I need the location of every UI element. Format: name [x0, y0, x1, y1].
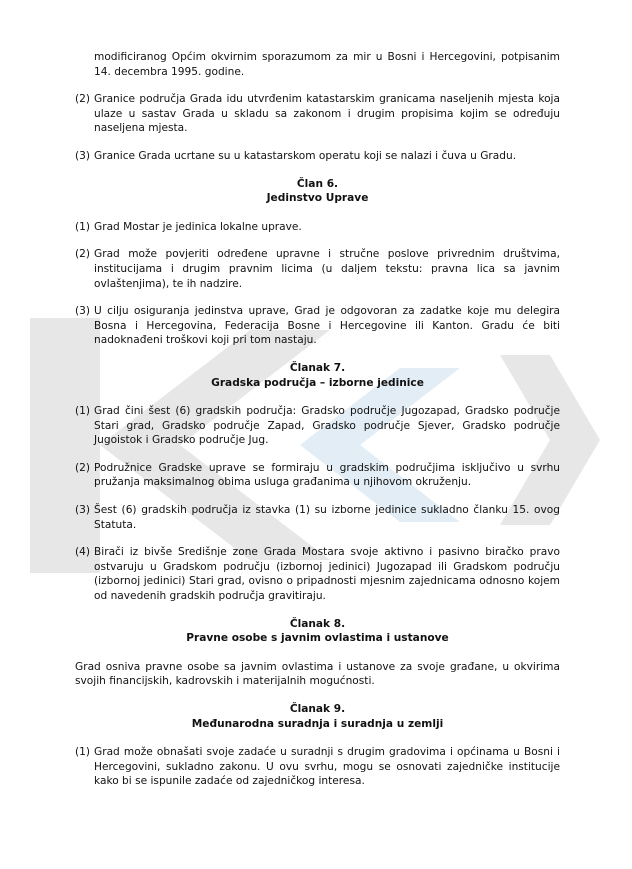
article9-paragraph-1: [75, 745, 560, 789]
article-title: Gradska područja – izborne jedinice: [211, 376, 424, 389]
paragraph-text: Grad može povjeriti određene upravne i stručne poslove privrednim društvima, institucijama i drugim pravnim licima (u daljem tekstu: pravna lica sa javnim ovlaštenjima), te ih nadzire.: [94, 248, 560, 290]
article5-paragraph-3: [75, 149, 560, 164]
paragraph-number: (3): [75, 504, 91, 517]
paragraph-text: Grad čini šest (6) gradskih područja: Gradsko područje Jugozapad, Gradsko područje Stari grad, Gradsko područje Zapad, Gradsko područje Sjever, Gradsko područje Jugoistok i Gradsko područje Jug.: [94, 405, 560, 447]
article-title: Međunarodna suradnja i suradnja u zemlji: [191, 717, 444, 730]
article-number: Članak 9.: [289, 703, 346, 715]
article8-text: Grad osniva pravne osobe sa javnim ovlastima i ustanove za svoje građane, u okvirima svojih financijskih, kadrovskih i materijalnih mogućnosti.: [75, 660, 560, 688]
article-number: Članak 8.: [289, 617, 346, 630]
paragraph-number: (3): [75, 149, 91, 162]
paragraph-number: (2): [75, 93, 91, 106]
article9-heading: [75, 702, 560, 731]
paragraph-number: (1): [75, 220, 91, 233]
paragraph-number: (2): [75, 461, 91, 474]
article-title: Jedinstvo Uprave: [266, 192, 369, 205]
article-number: Članak 7.: [289, 361, 346, 374]
paragraph-text: Grad Mostar je jedinica lokalne uprave.: [94, 220, 302, 233]
article6-paragraph-2: [75, 247, 560, 291]
article6-paragraph-3: [75, 304, 560, 348]
article7-paragraph-1: [75, 404, 560, 448]
paragraph-text: Podružnice Gradske uprave se formiraju u gradskim područjima isključivo u svrhu pružanja maksimalnog obima usluga građanima u njihovom okruženju.: [94, 461, 560, 489]
article7-paragraph-3: [75, 503, 560, 532]
paragraph-number: (1): [75, 405, 91, 418]
article7-heading: [75, 361, 560, 390]
paragraph-text: Birači iz bivše Središnje zone Grada Mostara svoje aktivno i pasivno biračko pravo ostvaruju u Gradskom području (izbornoj jedinici) Jugozapad ili Gradskom području (izbornoj jedinici) Stari grad, ovisno o pripadnosti mjesnim zajednicama odnosno kojem od navedenih gradskih područja gravitiraju.: [94, 546, 560, 603]
paragraph-text: Šest (6) gradskih područja iz stavka (1) su izborne jedinice sukladno članku 15. ovog Statuta.: [94, 504, 560, 531]
paragraph-continuation: modificiranog Općim okvirnim sporazumom za mir u Bosni i Hercegovini, potpisanim 14. decembra 1995. godine.: [94, 51, 560, 78]
paragraph-text: Granice Grada ucrtane su u katastarskom operatu koji se nalazi i čuva u Gradu.: [94, 149, 517, 162]
paragraph-number: (3): [75, 305, 91, 318]
paragraph-number: (4): [75, 546, 91, 559]
paragraph-number: (2): [75, 248, 91, 261]
paragraph-number: (1): [75, 746, 91, 759]
article5-paragraph-2: [75, 92, 560, 136]
article7-paragraph-2: [75, 461, 560, 490]
article-number: Član 6.: [296, 177, 339, 190]
paragraph-text: Grad može obnašati svoje zadaće u suradnji s drugim gradovima i općinama u Bosni i Hercegovini, sukladno zakonu. U ovu svrhu, mogu se osnovati zajedničke institucije kako bi se ispunile zadaće od zajedničkog interesa.: [94, 746, 560, 788]
document-page: [75, 50, 560, 802]
article8-heading: [75, 617, 560, 646]
article6-paragraph-1: [75, 220, 560, 235]
paragraph-text: U cilju osiguranja jedinstva uprave, Grad je odgovoran za zadatke koje mu delegira Bosna i Hercegovina, Federacija Bosne i Hercegovine ili Kanton. Gradu će biti nadoknađeni troškovi koji pri tom nastaju.: [94, 305, 560, 347]
article7-paragraph-4: [75, 545, 560, 603]
article6-heading: [75, 177, 560, 206]
article-title: Pravne osobe s javnim ovlastima i ustanove: [186, 632, 449, 645]
paragraph-text: Granice područja Grada idu utvrđenim katastarskim granicama naseljenih mjesta koja ulaze u sastav Grada u skladu sa zakonom i drugim propisima kojim se određuju naseljena mjesta.: [94, 93, 560, 135]
